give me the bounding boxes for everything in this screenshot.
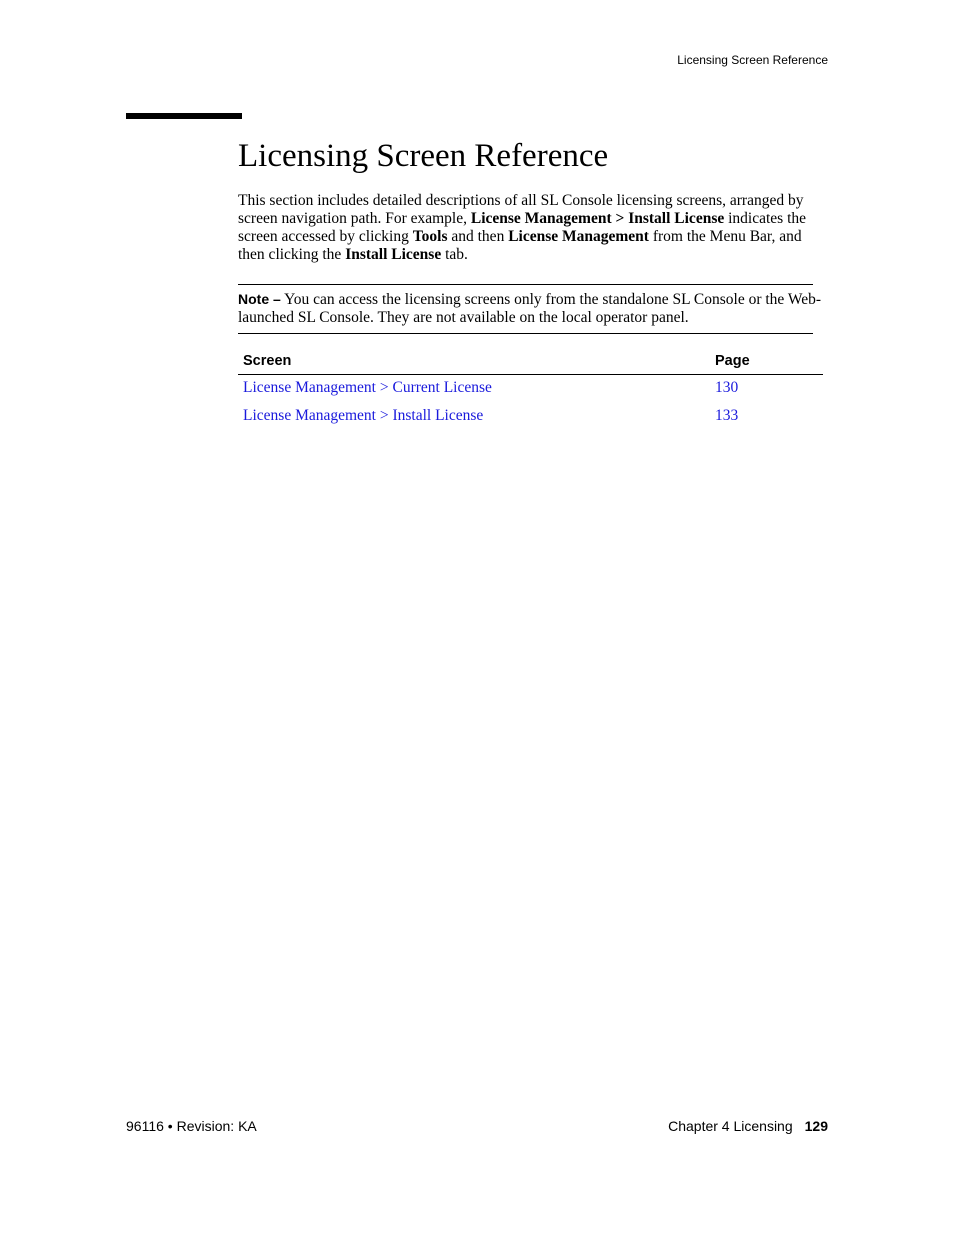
doc-number: 96116: [126, 1118, 164, 1134]
running-header: Licensing Screen Reference: [677, 53, 828, 67]
intro-text: tab.: [441, 246, 468, 263]
footer-left: [126, 1118, 257, 1134]
screen-link-current-license[interactable]: License Management > Current License: [243, 379, 492, 396]
column-header-page: Page: [710, 350, 823, 375]
note-box: [238, 284, 822, 334]
intro-bold-license-management: License Management: [508, 228, 649, 245]
note-paragraph: [238, 290, 830, 327]
screen-link-install-license[interactable]: License Management > Install License: [243, 407, 484, 424]
chapter-label: Chapter 4 Licensing: [668, 1118, 793, 1134]
intro-text: and then: [447, 228, 509, 245]
intro-bold-path: License Management > Install License: [470, 210, 725, 227]
section-title: Licensing Screen Reference: [238, 138, 609, 174]
page-number: 129: [804, 1118, 828, 1134]
table-header-row: [238, 350, 823, 375]
screen-reference-table: [238, 350, 823, 431]
page-link-install-license[interactable]: 133: [715, 407, 739, 424]
column-header-screen: Screen: [238, 350, 710, 375]
intro-text: This section includes detailed descriptions of all SL Console licensing screens, arranged by screen navigation path. For example,: [238, 192, 804, 227]
chapter-rule-bar: [126, 113, 242, 119]
table-row: [238, 375, 823, 404]
intro-bold-install-license: Install License: [345, 246, 442, 263]
note-label: Note –: [238, 291, 281, 307]
footer-right: [668, 1118, 828, 1134]
table-row: [238, 403, 823, 431]
revision-label: Revision: KA: [176, 1118, 257, 1134]
intro-paragraph: [238, 192, 828, 264]
intro-bold-tools: Tools: [412, 228, 448, 245]
note-text: You can access the licensing screens only from the standalone SL Console or the Web-launched SL Console. They are not available on the local operator panel.: [238, 291, 822, 326]
footer-bullet: •: [167, 1118, 173, 1134]
intro-text: from the Menu Bar, and then clicking the: [238, 228, 802, 263]
intro-text: indicates the screen accessed by clicking: [238, 210, 807, 245]
page-link-current-license[interactable]: 130: [715, 379, 739, 396]
